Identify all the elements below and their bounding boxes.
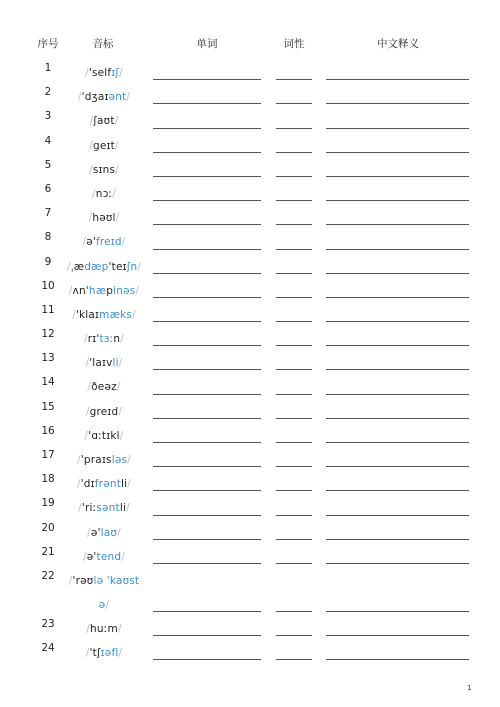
row-number: 4 [44,134,52,147]
meaning-answer-line[interactable] [326,152,469,153]
row-number: 22 [41,569,55,582]
phonetic-slash: / [115,163,119,176]
meaning-answer-line[interactable] [326,224,469,225]
table-row [0,276,500,300]
row-number: 20 [41,521,55,534]
phonetic-segment: sənt [96,502,120,515]
word-answer-line[interactable] [153,273,261,274]
phonetic-slash: / [119,67,123,79]
word-answer-line[interactable] [153,659,261,660]
phonetic-slash: / [120,333,124,346]
meaning-answer-line[interactable] [326,466,469,467]
phonetic-segment: tɜː [99,333,114,346]
table-row [0,203,500,227]
table-row [0,58,500,82]
row-number: 17 [41,449,55,461]
word-answer-line[interactable] [153,611,261,612]
pos-answer-line[interactable] [276,200,312,201]
table-row [0,155,500,179]
phonetic-slash: / [86,622,91,635]
pos-answer-line[interactable] [276,539,312,540]
phonetic-slash: / [132,308,136,321]
meaning-answer-line[interactable] [326,635,469,636]
phonetic-slash: / [68,574,73,587]
row-number: 7 [44,207,52,220]
meaning-answer-line[interactable] [326,490,469,491]
phonetic-segment: tend [96,550,122,563]
phonetic-slash: / [77,91,82,104]
phonetic-slash: / [137,260,142,273]
phonetic-slash: / [85,405,90,418]
pos-answer-line[interactable] [276,249,312,250]
phonetic-segment: p [106,284,114,297]
phonetic-segment: ðeəz [91,381,117,394]
pos-answer-line[interactable] [276,224,312,225]
phonetic-segment: mæks [99,308,133,321]
pos-answer-line[interactable] [276,152,312,153]
word-answer-line[interactable] [153,345,261,346]
phonetic-segment: huːm [90,622,118,635]
word-answer-line[interactable] [153,321,261,322]
phonetic-segment: 'ɑːtɪkl [88,429,120,442]
row-number: 6 [44,182,52,195]
table-row [0,82,500,106]
pos-answer-line[interactable] [276,321,312,322]
phonetic-segment: li [121,478,128,491]
word-answer-line[interactable] [153,297,261,298]
meaning-answer-line[interactable] [326,539,469,540]
phonetic-segment: ləs [111,454,128,466]
word-answer-line[interactable] [153,79,261,80]
pos-answer-line[interactable] [276,345,312,346]
word-answer-line[interactable] [153,418,261,419]
pos-answer-line[interactable] [276,79,312,80]
pos-answer-line[interactable] [276,635,312,636]
table-row [0,372,500,396]
word-answer-line[interactable] [153,224,261,225]
table-row [0,252,500,276]
row-number: 3 [44,110,52,123]
header-part-of-speech: 词性 [283,38,305,50]
phonetic-segment: laʊ [100,526,118,539]
phonetic-segment: 'klaɪ [75,308,100,321]
table-row [0,542,500,566]
row-number: 11 [41,303,55,316]
table-row [0,445,500,469]
word-answer-line[interactable] [153,563,261,564]
pos-answer-line[interactable] [276,103,312,104]
phonetic-segment: ɪʃ [111,67,120,79]
phonetic-cell [86,641,122,665]
row-number: 2 [44,86,52,99]
phonetic-segment: 'tʃ [89,647,101,660]
phonetic-slash: / [117,526,121,539]
phonetic-slash: / [118,647,123,660]
row-number: 9 [44,255,52,268]
phonetic-segment: ˌæ [70,260,85,273]
pos-answer-line[interactable] [276,563,312,564]
table-row [0,397,500,421]
phonetic-segment: ʃaʊt [93,115,115,128]
phonetic-segment: lə 'kaʊst [93,574,140,587]
phonetic-segment: li [119,502,127,515]
meaning-answer-line[interactable] [326,369,469,370]
pos-answer-line[interactable] [276,176,312,177]
phonetic-slash: / [77,454,81,466]
meaning-answer-line[interactable] [326,321,469,322]
phonetic-slash: / [87,381,92,394]
word-answer-line[interactable] [153,152,261,153]
pos-answer-line[interactable] [276,297,312,298]
row-number: 23 [41,617,55,630]
phonetic-segment: n [113,333,121,346]
phonetic-segment: 'teɪ [108,260,127,273]
phonetic-segment: həʊl [92,212,116,225]
word-answer-line[interactable] [153,635,261,636]
phonetic-slash: / [135,284,140,297]
phonetic-segment: 'self [88,67,112,79]
phonetic-slash: / [118,405,123,418]
meaning-answer-line[interactable] [326,200,469,201]
phonetic-segment: rɪ' [87,333,100,346]
meaning-answer-line[interactable] [326,394,469,395]
table-row [0,131,500,155]
row-number: 21 [41,545,55,558]
phonetic-slash: / [121,550,125,563]
table-header [0,36,500,52]
row-number: 18 [41,473,55,486]
phonetic-slash: / [89,115,94,128]
table-row [0,227,500,251]
phonetic-segment: inəs [113,284,136,297]
phonetic-segment: ənt [108,91,127,104]
phonetic-segment: 'riː [81,502,97,515]
phonetic-segment: frənt [94,478,122,491]
page-number: 1 [467,684,472,692]
phonetic-slash: / [117,622,122,635]
phonetic-slash: / [87,526,91,539]
phonetic-slash: / [88,212,93,225]
phonetic-segment: nɔː [95,187,113,200]
row-number: 1 [44,62,52,74]
word-answer-line[interactable] [153,490,261,491]
pos-answer-line[interactable] [276,369,312,370]
phonetic-segment: ə' [90,526,101,539]
phonetic-cell [69,569,140,617]
row-number: 24 [41,642,55,655]
phonetic-segment: 'praɪs [80,454,112,466]
vocabulary-table [0,58,500,662]
row-number: 13 [41,352,55,365]
phonetic-slash: / [112,187,117,200]
meaning-answer-line[interactable] [326,659,469,660]
phonetic-slash: / [78,502,82,515]
phonetic-slash: / [84,333,88,346]
header-chinese-meaning: 中文释义 [377,38,419,50]
header-number: 序号 [37,38,59,50]
word-answer-line[interactable] [153,200,261,201]
phonetic-slash: / [127,478,132,491]
header-phonetic: 音标 [92,38,114,50]
table-row [0,348,500,372]
phonetic-slash: / [83,550,87,563]
phonetic-segment: sɪns [92,163,116,176]
phonetic-slash: / [66,260,71,273]
table-row [0,421,500,445]
phonetic-slash: / [89,139,94,152]
row-number: 10 [41,279,55,292]
table-row [0,324,500,348]
pos-answer-line[interactable] [276,466,312,467]
row-number: 5 [44,158,52,171]
phonetic-slash: / [85,647,90,660]
phonetic-slash: / [119,429,124,442]
pos-answer-line[interactable] [276,490,312,491]
table-row [0,469,500,493]
meaning-answer-line[interactable] [326,297,469,298]
phonetic-slash: / [85,67,89,79]
meaning-answer-line[interactable] [326,103,469,104]
meaning-answer-line[interactable] [326,515,469,516]
phonetic-slash: / [85,357,90,370]
meaning-answer-line[interactable] [326,79,469,80]
meaning-answer-line[interactable] [326,345,469,346]
phonetic-segment: ʃn [126,260,138,273]
phonetic-segment: 'rəʊ [72,574,94,587]
header-word: 单词 [196,38,218,50]
phonetic-segment: dæp [84,260,109,273]
phonetic-slash: / [84,429,89,442]
phonetic-slash: / [114,115,119,128]
word-answer-line[interactable] [153,128,261,129]
pos-answer-line[interactable] [276,418,312,419]
pos-answer-line[interactable] [276,659,312,660]
table-row [0,614,500,638]
row-number: 14 [41,376,55,389]
phonetic-slash: / [82,236,87,249]
phonetic-slash: / [72,308,76,321]
phonetic-line [69,569,140,593]
phonetic-segment: geɪt [93,139,115,152]
meaning-answer-line[interactable] [326,249,469,250]
word-answer-line[interactable] [153,176,261,177]
meaning-answer-line[interactable] [326,273,469,274]
pos-answer-line[interactable] [276,515,312,516]
meaning-answer-line[interactable] [326,442,469,443]
word-answer-line[interactable] [153,539,261,540]
row-number: 12 [41,328,55,341]
phonetic-slash: / [126,91,131,104]
phonetic-slash: / [118,357,123,370]
meaning-answer-line[interactable] [326,418,469,419]
phonetic-slash: / [127,454,131,466]
phonetic-segment: freɪd [95,236,122,249]
meaning-answer-line[interactable] [326,563,469,564]
phonetic-segment: li [112,357,119,370]
word-answer-line[interactable] [153,369,261,370]
row-number: 8 [44,231,52,244]
word-answer-line[interactable] [153,103,261,104]
phonetic-slash: / [76,478,81,491]
phonetic-segment: 'dʒaɪ [81,91,109,104]
phonetic-slash: / [68,284,73,297]
table-row [0,106,500,130]
phonetic-slash: / [116,381,121,394]
phonetic-slash: / [126,502,130,515]
table-row [0,300,500,324]
meaning-answer-line[interactable] [326,128,469,129]
pos-answer-line[interactable] [276,611,312,612]
word-answer-line[interactable] [153,249,261,250]
phonetic-slash: / [91,187,96,200]
row-number: 19 [41,497,55,510]
phonetic-segment: greɪd [89,405,119,418]
word-answer-line[interactable] [153,442,261,443]
phonetic-segment: ə [98,598,106,611]
phonetic-segment: ə' [86,236,96,249]
table-row [0,493,500,517]
table-row [0,518,500,542]
phonetic-segment: ə' [86,550,97,563]
phonetic-segment: 'dɪ [80,478,95,491]
pos-answer-line[interactable] [276,442,312,443]
pos-answer-line[interactable] [276,128,312,129]
phonetic-slash: / [114,139,119,152]
pos-answer-line[interactable] [276,273,312,274]
phonetic-segment: ɪəfl [100,647,119,660]
phonetic-slash: / [89,163,93,176]
meaning-answer-line[interactable] [326,176,469,177]
row-number: 15 [41,400,55,413]
table-row [0,179,500,203]
phonetic-segment: ʌn' [72,284,89,297]
phonetic-segment: 'laɪv [89,357,113,370]
table-row [0,638,500,662]
word-answer-line[interactable] [153,515,261,516]
phonetic-slash: / [115,212,120,225]
word-answer-line[interactable] [153,466,261,467]
word-answer-line[interactable] [153,394,261,395]
phonetic-segment: hæ [88,284,107,297]
meaning-answer-line[interactable] [326,611,469,612]
table-row [0,566,500,614]
row-number: 16 [41,424,55,437]
phonetic-slash: / [121,236,126,249]
pos-answer-line[interactable] [276,394,312,395]
phonetic-slash: / [105,598,110,611]
